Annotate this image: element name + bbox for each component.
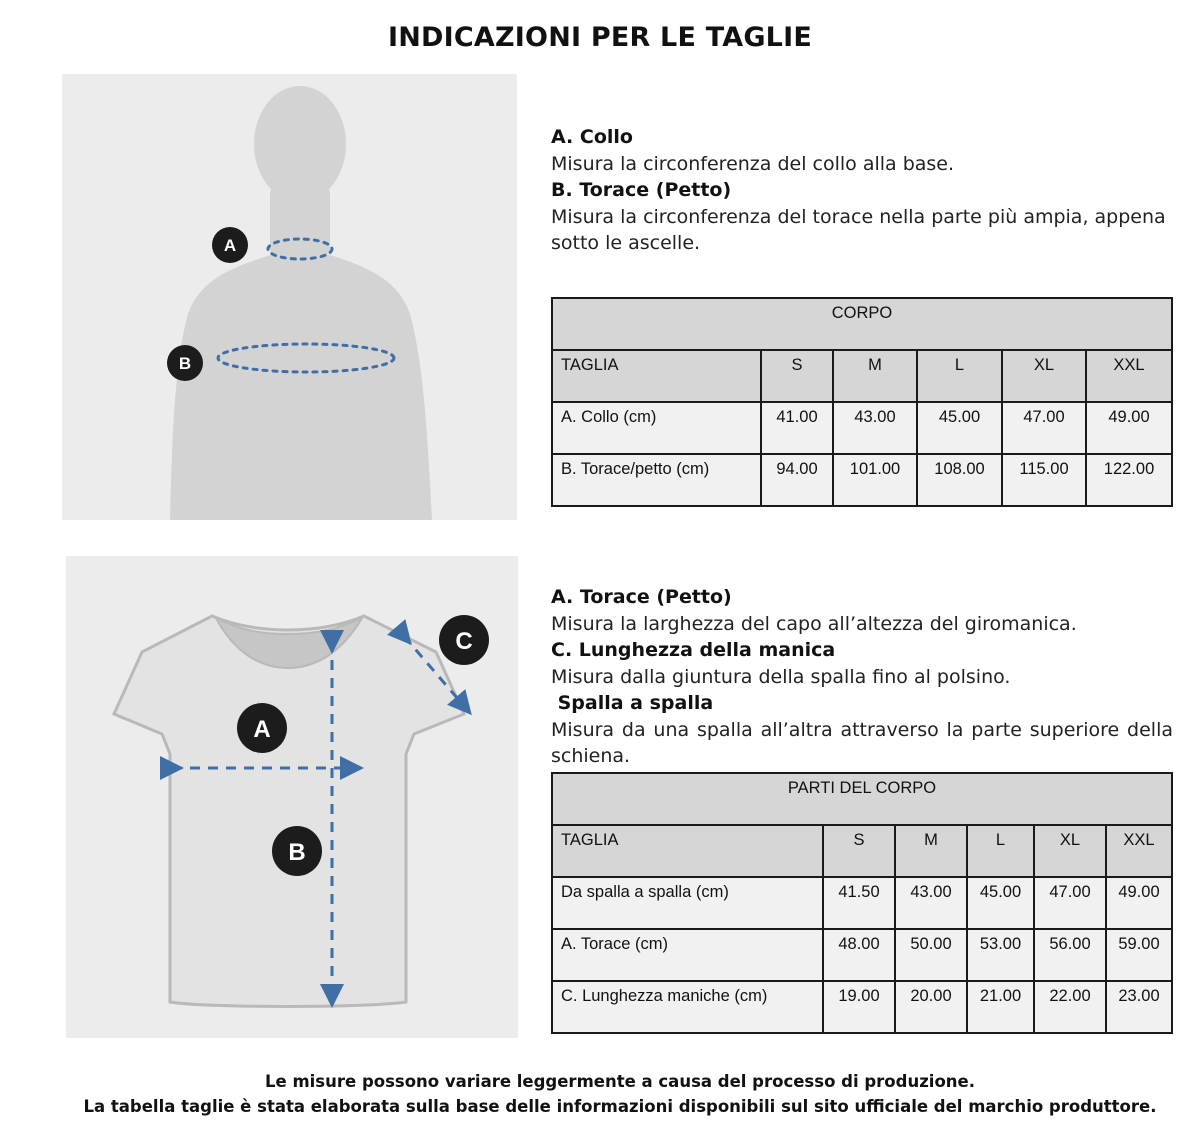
header-cell: M [833, 350, 917, 402]
row-label: A. Torace (cm) [552, 929, 823, 981]
row-label: Da spalla a spalla (cm) [552, 877, 823, 929]
header-cell: XL [1002, 350, 1086, 402]
footer-note-variation: Le misure possono variare leggermente a causa del processo di produzione. [265, 1072, 975, 1091]
marker-b-icon [167, 345, 203, 381]
table-header-row [552, 825, 1172, 877]
tshirt-icon [66, 556, 518, 1038]
table-cell: 23.00 [1106, 981, 1172, 1033]
svg-text:A: A [223, 236, 237, 255]
table-cell: 22.00 [1034, 981, 1106, 1033]
sleeve-heading: C. Lunghezza della manica [551, 639, 836, 661]
header-cell: S [761, 350, 833, 402]
table-caption: CORPO [552, 298, 1172, 350]
tshirt-measurement-illustration [66, 556, 518, 1038]
garment-chest-heading: A. Torace (Petto) [551, 586, 732, 608]
neck-text: Misura la circonferenza del collo alla base. [551, 152, 955, 175]
svg-text:B: B [178, 354, 192, 373]
table-caption: PARTI DEL CORPO [552, 773, 1172, 825]
table-cell: 49.00 [1086, 402, 1172, 454]
table-cell: 20.00 [895, 981, 967, 1033]
table-cell: 41.00 [761, 402, 833, 454]
table-cell: 43.00 [833, 402, 917, 454]
table-cell: 108.00 [917, 454, 1002, 506]
header-cell: M [895, 825, 967, 877]
table-cell: 48.00 [823, 929, 895, 981]
marker-b-icon [272, 826, 322, 876]
header-cell: XXL [1086, 350, 1172, 402]
svg-text:C: C [455, 628, 473, 655]
table-cell: 49.00 [1106, 877, 1172, 929]
table-row [552, 402, 1172, 454]
neck-heading: A. Collo [551, 126, 633, 148]
chest-text: Misura la circonferenza del torace nella parte più ampia, appena sotto le ascelle. [551, 205, 1166, 254]
header-cell: XL [1034, 825, 1106, 877]
row-label: B. Torace/petto (cm) [552, 454, 761, 506]
table-cell: 43.00 [895, 877, 967, 929]
chest-heading: B. Torace (Petto) [551, 179, 732, 201]
table-cell: 41.50 [823, 877, 895, 929]
human-silhouette-icon [62, 74, 517, 520]
table-header-row [552, 350, 1172, 402]
table-cell: 101.00 [833, 454, 917, 506]
header-cell: L [917, 350, 1002, 402]
body-measurement-illustration [62, 74, 517, 520]
table-cell: 59.00 [1106, 929, 1172, 981]
row-label: A. Collo (cm) [552, 402, 761, 454]
shoulder-text: Misura da una spalla all’altra attraverso la parte superiore della schiena. [551, 718, 1173, 767]
table-cell: 53.00 [967, 929, 1034, 981]
garment-size-table [551, 772, 1173, 1034]
marker-c-icon [439, 615, 489, 665]
header-cell: S [823, 825, 895, 877]
table-cell: 56.00 [1034, 929, 1106, 981]
table-cell: 47.00 [1002, 402, 1086, 454]
table-cell: 19.00 [823, 981, 895, 1033]
table-row [552, 929, 1172, 981]
table-row [552, 877, 1172, 929]
table-row [552, 454, 1172, 506]
footer-note-source: La tabella taglie è stata elaborata sulla base delle informazioni disponibili sul sito ufficiale del marchio produttore. [83, 1097, 1157, 1116]
header-cell: TAGLIA [552, 825, 823, 877]
marker-a-icon [237, 703, 287, 753]
table-cell: 94.00 [761, 454, 833, 506]
page-title: INDICAZIONI PER LE TAGLIE [388, 22, 812, 53]
body-size-table [551, 297, 1173, 507]
table-row [552, 981, 1172, 1033]
table-cell: 45.00 [917, 402, 1002, 454]
sleeve-text: Misura dalla giuntura della spalla fino al polsino. [551, 665, 1011, 688]
garment-measurement-description [551, 584, 1173, 770]
marker-a-icon [212, 227, 248, 263]
header-cell: TAGLIA [552, 350, 761, 402]
table-cell: 115.00 [1002, 454, 1086, 506]
body-measurement-description [551, 124, 1171, 257]
header-cell: XXL [1106, 825, 1172, 877]
table-cell: 21.00 [967, 981, 1034, 1033]
table-cell: 45.00 [967, 877, 1034, 929]
garment-chest-text: Misura la larghezza del capo all’altezza del giromanica. [551, 612, 1077, 635]
table-cell: 122.00 [1086, 454, 1172, 506]
svg-text:B: B [288, 839, 306, 866]
shoulder-heading: Spalla a spalla [551, 692, 714, 714]
header-cell: L [967, 825, 1034, 877]
row-label: C. Lunghezza maniche (cm) [552, 981, 823, 1033]
table-cell: 50.00 [895, 929, 967, 981]
table-cell: 47.00 [1034, 877, 1106, 929]
svg-text:A: A [253, 716, 271, 743]
